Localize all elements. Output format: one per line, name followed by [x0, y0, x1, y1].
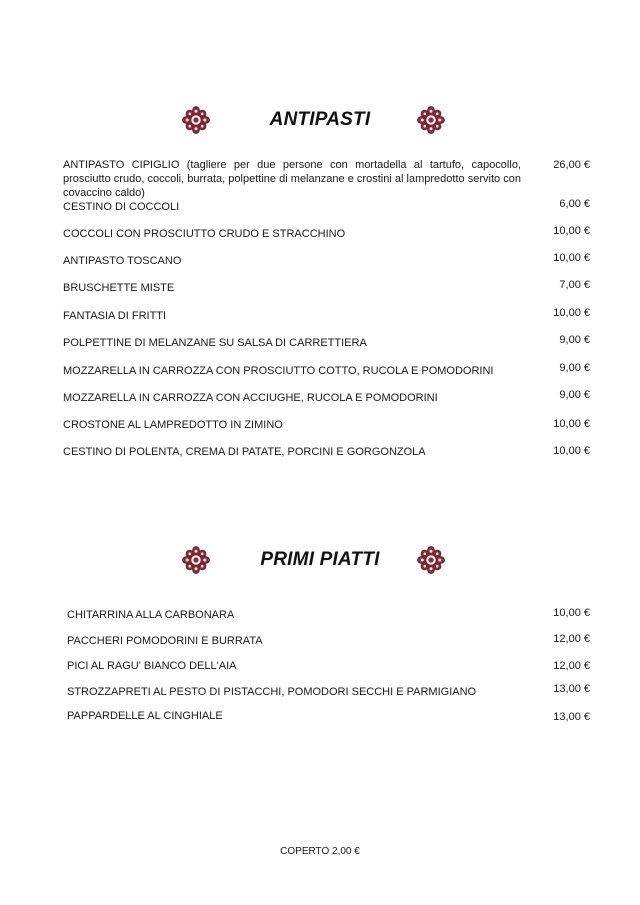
item-name: POLPETTINE DI MELANZANE SU SALSA DI CARRETTIERA: [63, 337, 367, 349]
item-price: 13,00 €: [553, 683, 590, 695]
antipasti-header: [0, 100, 640, 140]
item-name: COCCOLI CON PROSCIUTTO CRUDO E STRACCHINO: [63, 228, 346, 240]
item-price: 12,00 €: [553, 660, 590, 672]
section-title-antipasti: ANTIPASTI: [269, 109, 371, 130]
item-price: 10,00 €: [553, 252, 590, 264]
item-name: PICI AL RAGU' BIANCO DELL'AIA: [67, 660, 237, 672]
item-name: PAPPARDELLE AL CINGHIALE: [67, 710, 223, 722]
item-price: 9,00 €: [559, 334, 590, 346]
item-price: 13,00 €: [553, 711, 590, 723]
item-name: BRUSCHETTE MISTE: [63, 282, 175, 294]
item-price: 10,00 €: [553, 607, 590, 619]
item-name: FANTASIA DI FRITTI: [63, 310, 167, 322]
item-name: CROSTONE AL LAMPREDOTTO IN ZIMINO: [63, 419, 283, 431]
item-price: 10,00 €: [553, 418, 590, 430]
item-name: PACCHERI POMODORINI E BURRATA: [67, 635, 263, 647]
item-name: CESTINO DI COCCOLI: [63, 201, 180, 213]
primi-header: [0, 540, 640, 580]
item-price: 10,00 €: [553, 445, 590, 457]
item-price: 9,00 €: [559, 389, 590, 401]
item-price: 7,00 €: [559, 279, 590, 291]
item-name: MOZZARELLA IN CARROZZA CON ACCIUGHE, RUCOLA E POMODORINI: [63, 392, 438, 404]
item-name: STROZZAPRETI AL PESTO DI PISTACCHI, POMODORI SECCHI E PARMIGIANO: [67, 686, 477, 698]
section-title-primi: PRIMI PIATTI: [260, 549, 380, 570]
item-price: 6,00 €: [559, 198, 590, 210]
item-price: 12,00 €: [553, 633, 590, 645]
item-price: 10,00 €: [553, 225, 590, 237]
item-price: 26,00 €: [553, 159, 590, 171]
flower-ornament-icon: [417, 546, 445, 574]
item-name: ANTIPASTO CIPIGLIO (tagliere per due persone con mortadella al tartufo, capocollo, prosciutto crudo, coccoli, burrata, polpettine di melanzane e crostini al lampredotto servito con covaccino caldo): [63, 159, 521, 199]
item-name: CHITARRINA ALLA CARBONARA: [67, 609, 235, 621]
flower-ornament-icon: [417, 106, 445, 134]
item-name: MOZZARELLA IN CARROZZA CON PROSCIUTTO COTTO, RUCOLA E POMODORINI: [63, 365, 494, 377]
coperto-note: COPERTO 2,00 €: [280, 846, 360, 857]
item-price: 9,00 €: [559, 362, 590, 374]
item-name: CESTINO DI POLENTA, CREMA DI PATATE, PORCINI E GORGONZOLA: [63, 446, 426, 458]
item-price: 10,00 €: [553, 307, 590, 319]
item-name: ANTIPASTO TOSCANO: [63, 255, 182, 267]
